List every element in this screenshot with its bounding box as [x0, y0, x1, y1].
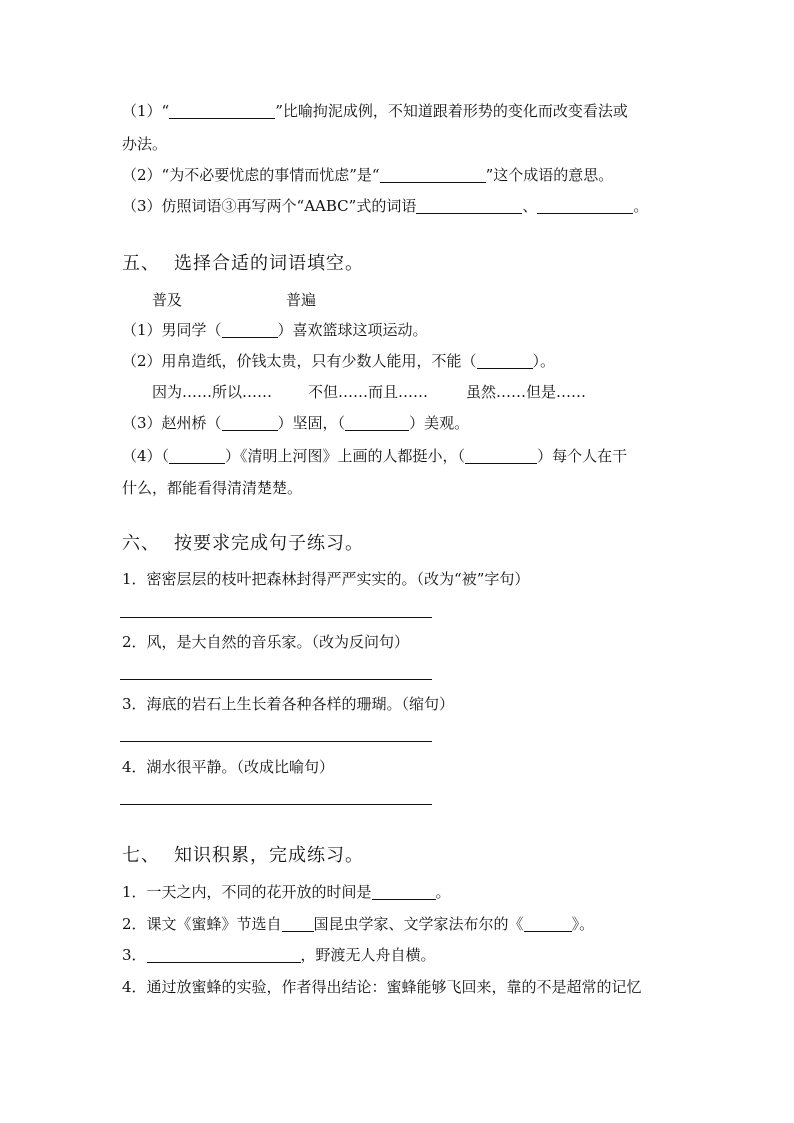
s5-q2-text: （2）用帛造纸，价钱太贵，只有少数人能用，不能（	[122, 352, 477, 370]
s5-q4-text-post: ）每个人在干	[537, 447, 628, 465]
s5-conj-1: 因为……所以……	[152, 383, 273, 401]
s7-q2-blank-2[interactable]	[524, 916, 572, 932]
s6-item-3: 3．海底的岩石上生长着各种各样的珊瑚。（缩句）	[122, 695, 455, 713]
s4-q1	[122, 101, 628, 121]
s5-q3-blank-2[interactable]	[345, 415, 409, 431]
s4-q1-cont: 办法。	[122, 135, 168, 153]
s4-q3	[122, 196, 648, 216]
s5-q4	[122, 446, 627, 466]
s5-conj-2: 不但……而且……	[308, 383, 429, 401]
section6-number: 六、	[122, 533, 160, 554]
s7-q2-text: 2．课文《蜜蜂》节选自	[122, 915, 282, 933]
s5-q4-blank-2[interactable]	[465, 448, 537, 464]
s5-q2-blank[interactable]	[477, 353, 533, 369]
section5-heading	[122, 252, 364, 276]
s4-q1-text-post: ”比喻拘泥成例，不知道跟着形势的变化而改变看法或	[275, 102, 628, 120]
s5-q1	[122, 320, 428, 340]
s5-q4-blank-1[interactable]	[169, 448, 225, 464]
s6-answer-line-2[interactable]	[120, 679, 432, 680]
s5-q1-blank[interactable]	[222, 322, 278, 338]
s5-q1-text: （1）男同学（	[122, 321, 222, 339]
section6-title: 按要求完成句子练习。	[174, 533, 364, 554]
s6-item-1: 1．密密层层的枝叶把森林封得严严实实的。（改为“被”字句）	[122, 570, 530, 588]
s6-item-2: 2．风，是大自然的音乐家。（改为反问句）	[122, 633, 410, 651]
section7-heading	[122, 844, 364, 868]
s7-q3-text-post: ，野渡无人舟自横。	[300, 946, 436, 964]
s5-q1-text-post: ）喜欢篮球这项运动。	[277, 321, 428, 339]
s4-q2	[122, 165, 613, 185]
section7-title: 知识积累，完成练习。	[174, 845, 364, 866]
section6-heading	[122, 532, 364, 556]
s7-q1-text-post: 。	[435, 883, 451, 901]
s7-q3	[122, 945, 436, 965]
s5-q3-text: （3）赵州桥（	[122, 414, 222, 432]
s7-q2-blank-1[interactable]	[282, 916, 314, 932]
s4-q3-blank-2[interactable]	[537, 198, 633, 214]
s4-q3-end: 。	[633, 197, 649, 215]
s6-item-4: 4．湖水很平静。（改成比喻句）	[122, 758, 335, 776]
s5-q3-text-mid: ）坚固，（	[277, 414, 346, 432]
s7-q1-blank[interactable]	[372, 884, 436, 900]
s7-q1	[122, 882, 451, 902]
section5-title: 选择合适的词语填空。	[174, 253, 364, 274]
s7-q2	[122, 914, 594, 934]
s5-q3-text-post: ）美观。	[409, 414, 470, 432]
s4-q1-text: （1）“	[122, 102, 170, 120]
s5-q2-text-post: ）。	[532, 352, 556, 370]
s5-word-2: 普遍	[286, 291, 317, 309]
s7-q3-text: 3．	[122, 946, 147, 964]
s5-q4-text-mid: ）《清明上河图》上画的人都挺小，（	[225, 447, 466, 465]
s4-q2-text: （2）“为不必要忧虑的事情而忧虑”是“	[122, 166, 380, 184]
s6-answer-line-1[interactable]	[120, 617, 432, 618]
s5-conj-3: 虽然……但是……	[466, 383, 587, 401]
section7-number: 七、	[122, 845, 160, 866]
s7-q3-blank[interactable]	[147, 947, 301, 963]
s4-q3-sep: 、	[522, 197, 538, 215]
s5-conjunction-choices	[152, 382, 586, 402]
section5-number: 五、	[122, 253, 160, 274]
s6-answer-line-4[interactable]	[120, 804, 432, 805]
s7-q2-text-mid: 国昆虫学家、文学家法布尔的《	[313, 915, 524, 933]
s5-q3	[122, 413, 469, 433]
s4-q2-text-post: ”这个成语的意思。	[485, 166, 614, 184]
s5-word-1: 普及	[152, 291, 183, 309]
s5-q4-text: （4）（	[122, 447, 170, 465]
s4-q3-text: （3）仿照词语③再写两个“AABC”式的词语	[122, 197, 417, 215]
s4-q2-blank[interactable]	[380, 167, 486, 183]
s5-q2	[122, 351, 555, 371]
s5-q3-blank-1[interactable]	[222, 415, 278, 431]
s5-word-choices	[152, 290, 316, 310]
s4-q1-blank[interactable]	[169, 103, 275, 119]
s6-answer-line-3[interactable]	[120, 741, 432, 742]
s7-q4: 4．通过放蜜蜂的实验，作者得出结论：蜜蜂能够飞回来，靠的不是超常的记忆	[122, 978, 642, 996]
s7-q1-text: 1．一天之内，不同的花开放的时间是	[122, 883, 372, 901]
s7-q2-text-post: 》。	[571, 915, 595, 933]
s5-q4-cont: 什么，都能看得清清楚楚。	[122, 479, 303, 497]
s4-q3-blank-1[interactable]	[416, 198, 522, 214]
